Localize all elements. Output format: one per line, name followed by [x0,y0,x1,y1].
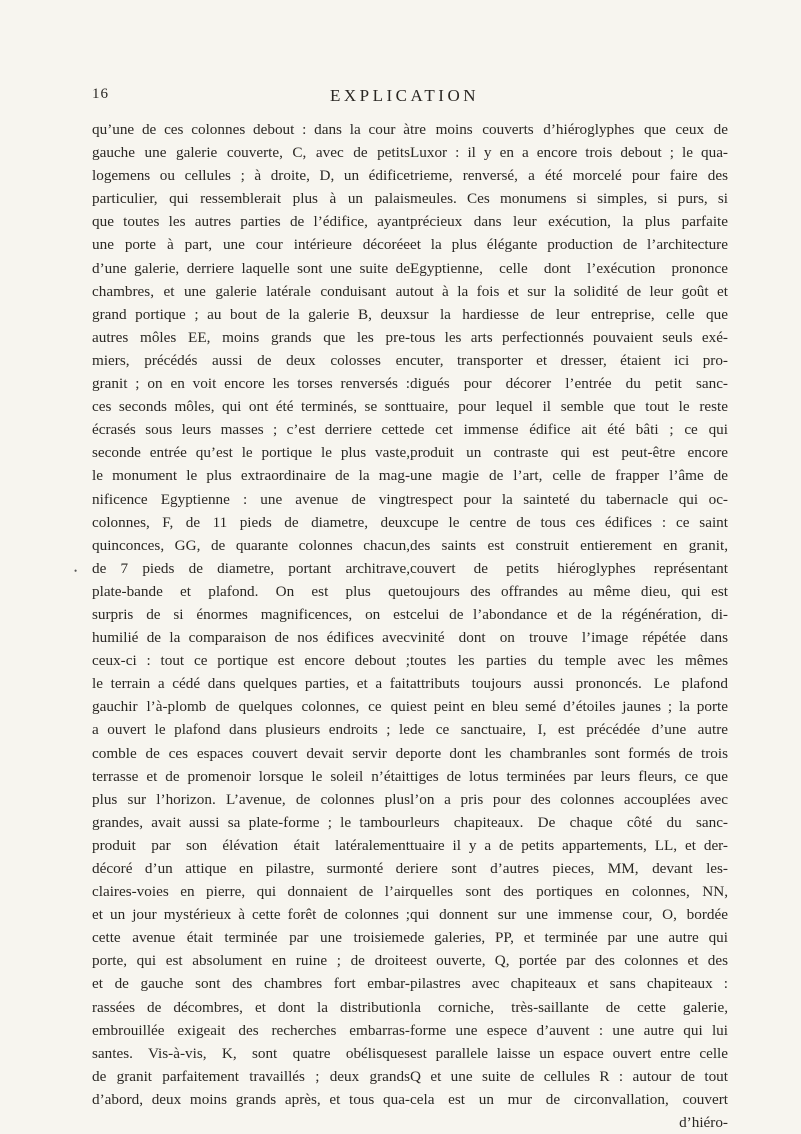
text-line: granit ; on en voit encore les torses renversés : [92,375,410,393]
text-line: pilastres avec chapiteaux et sans chapiteaux : [410,975,728,993]
text-line: le terrain a cédé dans quelques parties, et a fait [92,675,410,693]
text-line: cette avenue était terminée par une troisieme [92,929,410,947]
text-line: particulier, qui ressemblerait plus à un palais [92,190,410,208]
text-line: et un jour mystérieux à cette forêt de colonnes ; [92,906,410,924]
text-line: est ouverte, Q, portée par des colonnes et des [410,952,728,970]
text-line: quinconces, GG, de quarante colonnes chacun, [92,536,410,554]
text-line: sur la hardiesse de leur entreprise, celle que [410,305,728,323]
right-text-column [410,118,728,1134]
text-line: plus sur l’horizon. L’avenue, de colonnes plus [92,790,410,808]
text-line: produit par son élévation était latéralement [92,836,410,854]
text-line: terrasse et de promenoir lorsque le soleil n’était [92,767,410,785]
running-head: EXPLICATION [330,86,479,105]
text-line: cela est un mur de circonvallation, couvert [410,1090,728,1108]
text-line: que toutes les autres parties de l’édifice, ayant [92,213,410,231]
text-line: logemens ou cellules ; à droite, D, un édifice [92,167,410,185]
text-line: tre moins couverts d’hiéroglyphes que ceux de [410,121,728,138]
page-number: 16 [92,86,109,102]
text-line: couvert de petits hiéroglyphes représentant [410,559,728,577]
text-line: ces seconds môles, qui ont été terminés, se sont [92,398,410,416]
text-line: ceux-ci : tout ce portique est encore debout ; [92,652,410,670]
text-line: cupe le centre de tous ces édifices : ce saint [410,513,728,531]
text-line: tout à la fois et sur la solidité de leur goût et [410,282,728,300]
text-line: et la plus élégante production de l’architecture [410,236,728,254]
text-line: décoré d’un attique en pilastre, surmonté de [92,860,410,877]
text-line: meules. Ces monumens si simples, si purs, si [410,190,728,208]
text-line: forme une espece d’auvent : une autre qui lui [410,1021,728,1039]
text-line: Luxor : il y en a encore trois debout ; le qua- [410,144,728,162]
text-line: le monument le plus extraordinaire de la mag- [92,467,410,485]
text-line: Q et une suite de cellules R : autour de tout [410,1067,728,1085]
text-line: de granit parfaitement travaillés ; deux grands [92,1067,410,1085]
text-line: une magie de l’art, celle de frapper l’âme de [410,467,728,485]
text-line: une porte à part, une cour intérieure décorée [92,236,410,254]
text-line: précieux dans leur exécution, la plus parfaite [410,213,728,231]
margin-mark: • [74,566,78,576]
text-line: nificence Egyptienne : une avenue de vingt [92,490,410,508]
text-line: et de gauche sont des chambres fort embar- [92,975,410,993]
text-line: seconde entrée qu’est le portique le plus vaste, [92,444,410,462]
text-line: est parallele laisse un espace ouvert entre celle [410,1044,728,1062]
text-line: tiges de lotus terminées par leurs fleurs, ce que [410,767,728,785]
text-line: digués pour décorer l’entrée du petit sanc- [410,375,728,393]
text-line: colonnes, F, de 11 pieds de diametre, deux [92,513,410,531]
left-text-column [92,118,410,1111]
text-line: de 7 pieds de diametre, portant architrave, [92,559,410,577]
text-line: cuter, transporter et dresser, étaient ici pro- [410,351,728,369]
text-line: attributs toujours aussi prononcés. Le plafond [410,675,728,693]
text-line: toujours des offrandes au même dieu, qui est [410,582,728,600]
text-line: claires-voies en pierre, qui donnaient de l’air [92,883,410,901]
text-line: a ouvert le plafond dans plusieurs endroits ; le [92,721,410,739]
text-line: produit un contraste qui est peut-être encore [410,444,728,462]
text-line: qu’une de ces colonnes debout : dans la cour à [92,121,410,138]
text-line: plate-bande et plafond. On est plus que [92,582,410,600]
text-line: quelles sont des portiques en colonnes, NN, [410,883,728,901]
text-line: humilié de la comparaison de nos édifices avec [92,629,410,647]
text-line: chambres, et une galerie latérale conduisant au [92,282,410,300]
text-line: de ce sanctuaire, I, est précédée d’une autre [410,721,728,739]
text-line: grandes, avait aussi sa plate-forme ; le tambour [92,813,410,831]
text-line: tuaire il y a de petits appartements, LL, et der- [410,836,728,854]
text-line: comble de ces espaces couvert devait servir de [92,744,410,762]
text-line: leurs chapiteaux. De chaque côté du sanc- [410,813,728,831]
text-line: porte, qui est absolument en ruine ; de droite [92,952,410,970]
text-line: embrouillée exigeait des recherches embarras- [92,1021,410,1039]
text-line: porte dont les chambranles sont formés de trois [410,744,728,762]
text-line: rassées de décombres, et dont la distribution [92,998,410,1016]
text-line: tuaire, pour lequel il semble que tout le reste [410,398,728,416]
text-line: des saints est construit entierement en granit, [410,536,728,554]
text-line: écrasés sous leurs masses ; c’est derriere cette [92,421,410,439]
text-line: autres môles EE, moins grands que les pre- [92,328,410,346]
text-line: est peint en bleu semé d’étoiles jaunes ; la porte [410,698,728,716]
text-line: trieme, renversé, a été morcelé pour faire des [410,167,728,185]
text-line: l’on a pris pour des colonnes accouplées avec [410,790,728,808]
text-line: de galeries, PP, et terminée par une autre qui [410,929,728,947]
text-line: respect pour la sainteté du tabernacle qui oc- [410,490,728,508]
text-line: d’hiéro- [679,1114,728,1132]
text-line: vinité dont on trouve l’image répétée dans [410,629,728,647]
text-line: la corniche, très-saillante de cette galerie, [410,998,728,1016]
text-line: qui donnent sur une immense cour, O, bordée [410,906,728,924]
page-header [0,86,801,112]
text-line: toutes les parties du temple avec les mêmes [410,652,728,670]
text-line: Egyptienne, celle dont l’exécution prononce [410,259,728,277]
text-line: santes. Vis-à-vis, K, sont quatre obélisques [92,1044,410,1062]
text-line: d’abord, deux moins grands après, et tous qua- [92,1090,410,1108]
text-line: tous les arts perfectionnés pouvaient seuls exé- [410,328,728,346]
text-line: gauchir l’à-plomb de quelques colonnes, ce qui [92,698,410,716]
text-line: grand portique ; au bout de la galerie B, deux [92,305,410,323]
text-line: miers, précédés aussi de deux colosses en [92,351,410,369]
text-line: de cet immense édifice ait été bâti ; ce qui [410,421,728,439]
text-line: riere sont d’autres pieces, MM, devant les- [410,860,728,877]
text-line: celui de l’abondance et de la régénération, di- [410,605,728,623]
text-line: surpris de si énormes magnificences, on est [92,605,410,623]
text-line: gauche une galerie couverte, C, avec de petits [92,144,410,162]
text-line: d’une galerie, derriere laquelle sont une suite de [92,259,410,277]
